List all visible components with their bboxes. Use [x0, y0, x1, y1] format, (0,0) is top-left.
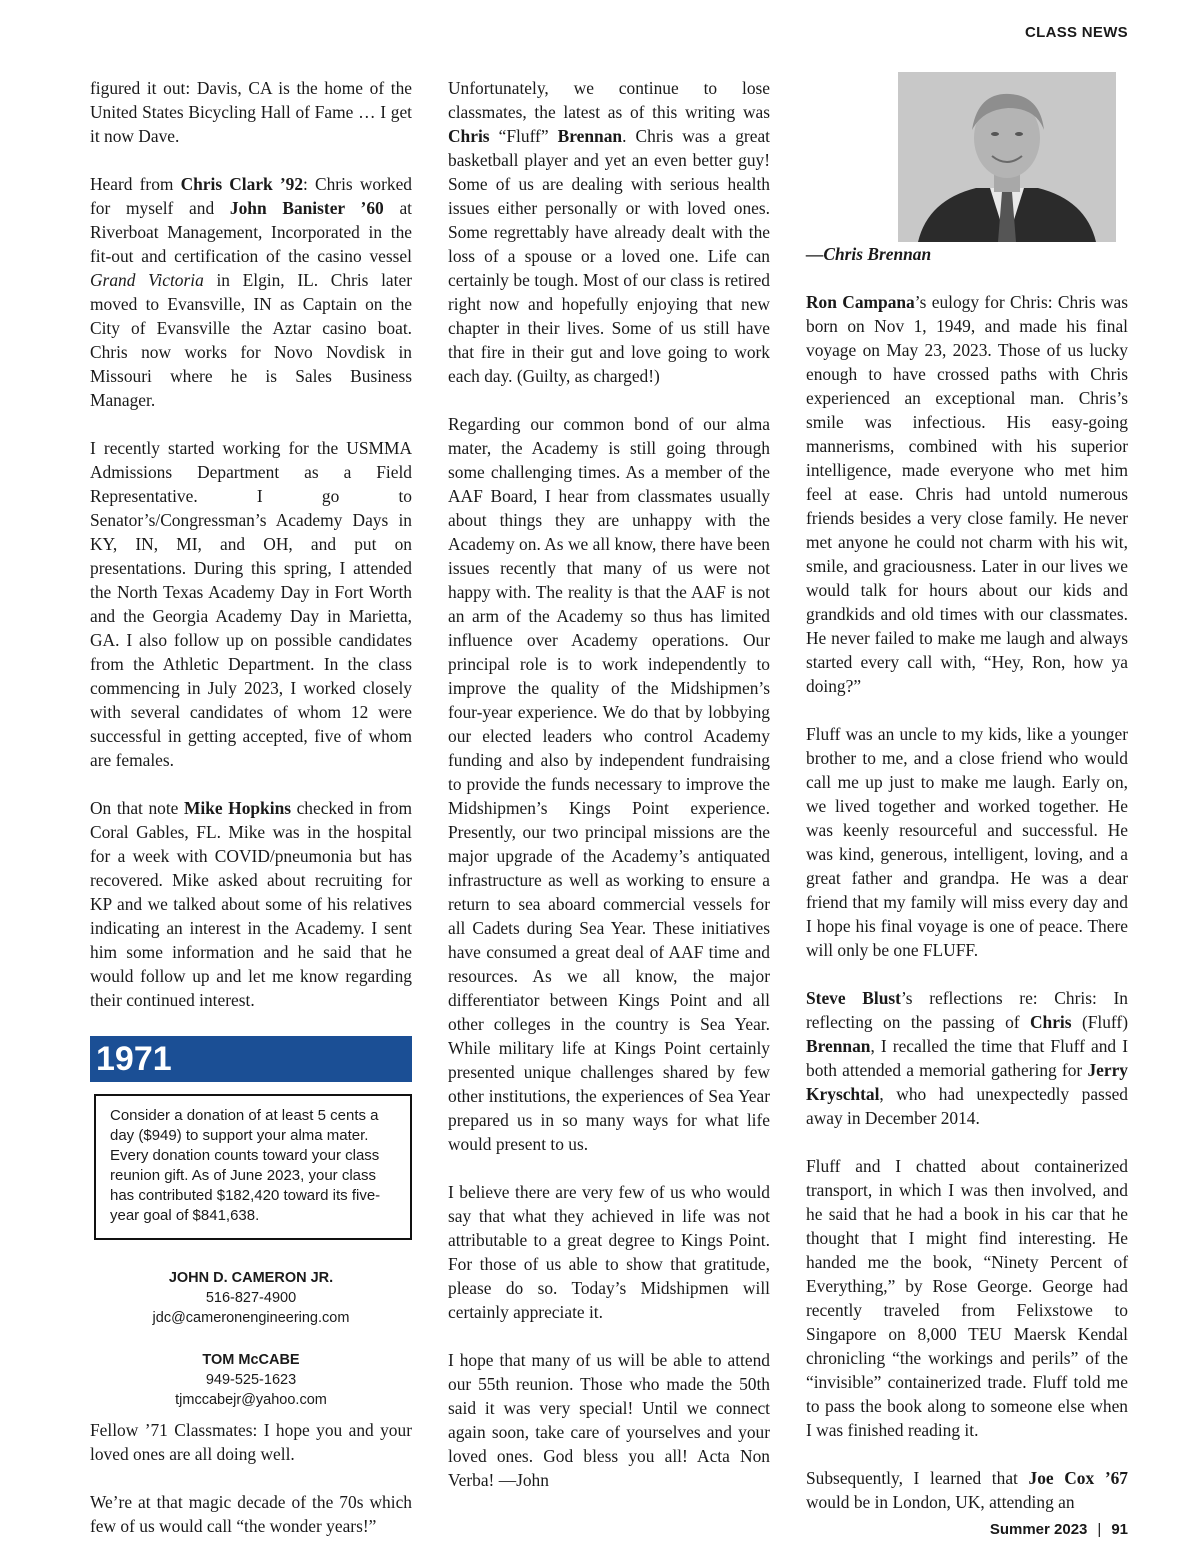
page-number: 91: [1111, 1521, 1128, 1538]
paragraph: We’re at that magic decade of the 70s which few of us would call “the wonder years!”: [90, 1492, 412, 1536]
paragraph: [806, 986, 1128, 1130]
text-run: “Fluff”: [489, 126, 558, 146]
bold-name: Chris Clark ’92: [180, 174, 304, 194]
bold-name: Brennan: [557, 126, 623, 146]
text-run: would be in London, UK, attending an: [806, 1492, 1075, 1512]
bold-name: Steve Blust: [806, 988, 901, 1008]
text-run: ’s eulogy for Chris: Chris was born on Nov 1, 1949, and made his final voyage on May 23, 2023. Those of us lucky enough to have crossed paths with Chris experienced an exceptional man. Chris’s smile was infectious. His easy-going mannerisms, combined with his superior intelligence, made everyone who met him feel at ease. Chris had untold numerous friends besides a very close family. He never met anyone he could not charm with his wit, smile, and graciousness. Later in our lives we would talk for hours about our kids and grandkids and old times with our classmates. He never failed to make me laugh and always started every call with, “Hey, Ron, how ya doing?”: [806, 292, 1128, 696]
bold-name: Chris: [1029, 1012, 1072, 1032]
bold-name: Ron Campana: [806, 292, 915, 312]
paragraph: Fluff and I chatted about containerized transport, in which I was then involved, and he said that he had a book in his car that he thought that I might find interesting. He handed me the book, “Ninety Percent of Everything,” by Rose George. George had recently traveled from Felixstowe to Singapore on 8,000 TEU Maersk Kendal chronicling “the workings and perils” of the “invisible” containerized trade. Fluff told me to pass the book along to someone else when I was finished reading it.: [806, 1156, 1128, 1440]
paragraph: [806, 1466, 1128, 1514]
text-run: Heard from: [90, 174, 181, 194]
section-label: CLASS NEWS: [1024, 24, 1128, 41]
paragraph: Regarding our common bond of our alma mater, the Academy is still going through some challenging times. As a member of the AAF Board, I hear from classmates usually about things they are unhappy with the Academy on. As we all know, there have been issues recently that many of us were not happy with. The reality is that the AAF is not an arm of the Academy so thus has limited influence over Academy operations. Our principal role is to work independently to improve the quality of the Midshipmen’s four-year experience. We do that by lobbying our elected leaders who control Academy funding and also by independent fundraising to provide the funds necessary to improve the Midshipmen’s Kings Point experience. Presently, our two principal missions are the major upgrade of the Academy’s antiquated infrastructure as well as working to ensure a return to sea aboard commercial vessels for all Cadets during Sea Year. These initiatives have consumed a great deal of AAF time and resources. As we all know, the major differentiator between Kings Point and all other colleges in the country is Sea Year. While military life at Kings Point certainly presented unique challenges shared by few other institutions, the experiences of Sea Year prepared us in so many ways for what life would present to us.: [448, 414, 770, 1154]
paragraph: I believe there are very few of us who would say that what they achieved in life was not attributable to a great degree to Kings Point. For those of us able to show that gratitude, please do so. Today’s Midshipmen will certainly appreciate it.: [448, 1182, 770, 1322]
page-footer: [990, 1521, 1128, 1538]
bold-name: Brennan: [806, 1036, 871, 1056]
bold-name: Mike Hopkins: [183, 798, 292, 818]
contact-email: tjmccabejr@yahoo.com: [175, 1392, 327, 1408]
bold-name: Jerry Kryschtal: [806, 1060, 1128, 1104]
contact-name: JOHN D. CAMERON JR.: [168, 1270, 334, 1286]
contact-name: TOM McCABE: [202, 1352, 300, 1368]
footer-separator: |: [1097, 1521, 1102, 1538]
column-1: [90, 76, 412, 1538]
photo-caption: —Chris Brennan: [806, 244, 932, 264]
bold-name: Chris: [448, 126, 490, 146]
issue-label: Summer 2023: [989, 1521, 1088, 1538]
text-run: : Chris worked for myself and: [90, 174, 412, 218]
paragraph: [448, 76, 770, 388]
bold-name: John Banister ’60: [229, 198, 384, 218]
paragraph: figured it out: Davis, CA is the home of the United States Bicycling Hall of Fame … I get it now Dave.: [90, 78, 412, 146]
text-run: , I recalled the time that Fluff and I both attended a memorial gathering for: [806, 1036, 1128, 1080]
text-run: On that note: [90, 798, 184, 818]
portrait-illustration: [898, 72, 1116, 242]
text-run: in Elgin, IL. Chris later moved to Evansville, IN as Captain on the City of Evansville the Aztar casino boat. Chris now works for Novo Novdisk in Missouri where he is Sales Business Manager.: [90, 270, 412, 410]
bold-name: Joe Cox ’67: [1028, 1468, 1129, 1488]
contact-phone: 516-827-4900: [205, 1290, 297, 1306]
paragraph: [806, 290, 1128, 698]
donation-box: Consider a donation of at least 5 cents a day ($949) to support your alma mater. Every donation counts toward your class reunion gift. As of June 2023, your class has contributed $182,420 toward its five-year goal of $841,638.: [94, 1094, 412, 1240]
contact-email: jdc@cameronengineering.com: [152, 1310, 350, 1326]
contact-phone: 949-525-1623: [205, 1372, 297, 1388]
text-run: , who had unexpectedly passed away in December 2014.: [806, 1084, 1128, 1128]
paragraph: Fellow ’71 Classmates: I hope you and your loved ones are all doing well.: [90, 1420, 412, 1464]
text-run: Unfortunately, we continue to lose classmates, the latest as of this writing was: [448, 78, 770, 122]
vessel-name: Grand Victoria: [90, 270, 204, 290]
paragraph: [90, 796, 412, 1012]
column-2: [448, 76, 770, 1492]
paragraph: I recently started working for the USMMA Admissions Department as a Field Representative. I go to Senator’s/Congressman’s Academy Days in KY, IN, MI, and OH, and put on presentations. During this spring, I attended the North Texas Academy Day in Fort Worth and the Georgia Academy Day in Marietta, GA. I also follow up on possible candidates from the Athletic Department. In the class commencing in July 2023, I worked closely with several candidates of whom 12 were successful in getting accepted, five of whom are females.: [90, 438, 412, 770]
column-3: [806, 76, 1128, 1514]
text-run: checked in from Coral Gables, FL. Mike was in the hospital for a week with COVID/pneumonia but has recovered. Mike asked about recruiting for KP and we talked about some of his relatives indicating an interest in the Academy. I sent him some information and he said that he would follow up and let me know regarding their continued interest.: [90, 798, 412, 1010]
paragraph: [90, 172, 412, 412]
paragraph: I hope that many of us will be able to attend our 55th reunion. Those who made the 50th said it was very special! Until we connect again soon, take care of yourselves and your loved ones. God bless you all! Acta Non Verba! —John: [448, 1350, 770, 1490]
portrait-photo: [898, 72, 1116, 242]
text-run: Subsequently, I learned that: [806, 1468, 1029, 1488]
paragraph: Fluff was an uncle to my kids, like a younger brother to me, and a close friend who would call me up just to make me laugh. Early on, we lived together and worked together. He was keenly resourceful and successful. He was kind, generous, intelligent, loving, and a great father and grandpa. He was a dear friend that my family will miss every day and I hope his final voyage is one of peace. There will only be one FLUFF.: [806, 724, 1128, 960]
class-contact: [90, 1350, 412, 1410]
class-contact: [90, 1268, 412, 1328]
class-year-banner: 1971: [90, 1036, 412, 1082]
text-run: . Chris was a great basketball player and yet an even better guy! Some of us are dealing with serious health issues either personally or with loved ones. Some regrettably have already dealt with the loss of a spouse or a loved one. Life can certainly be tough. Most of our class is retired right now and hopefully enjoying that new chapter in their lives. Some of us still have that fire in their gut and love going to work each day. (Guilty, as charged!): [448, 126, 770, 386]
text-run: ’s reflections re: Chris: In reflecting on the passing of: [806, 988, 1128, 1032]
text-run: at Riverboat Management, Incorporated in the fit-out and certification of the casino vessel: [90, 198, 413, 266]
text-run: (Fluff): [1071, 1012, 1128, 1032]
